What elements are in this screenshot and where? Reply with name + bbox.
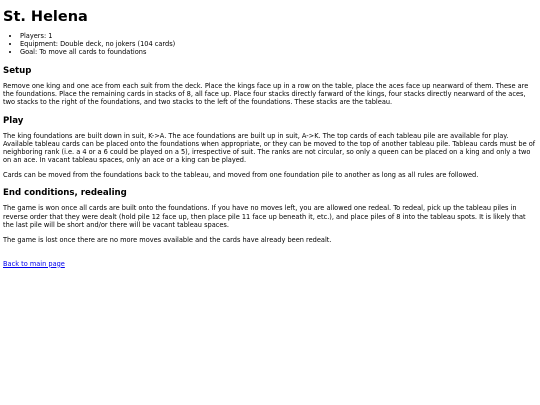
end-conditions-paragraph-2: The game is lost once there are no more moves available and the cards have already been redealt.: [3, 235, 332, 244]
setup-heading: Setup: [3, 65, 32, 76]
setup-section: [3, 66, 537, 107]
play-heading: Play: [3, 115, 24, 126]
fact-equipment: • Equipment: Double deck, no jokers (104 cards): [20, 40, 537, 48]
page-title: St. Helena: [3, 9, 88, 25]
back-to-main-link[interactable]: Back to main page: [3, 259, 65, 268]
setup-paragraph: Remove one king and one ace from each suit from the deck. Place the kings face up in a row on the table, place the aces face up nearward of them. These are the foundations. Place the remaining cards in stacks of 8, all face up. Place four stacks directly farward of the kings, four stacks directly nearward of the aces, two stacks to the right of the foundations, and two stacks to the left of the foundations. These stacks are the tableau.: [3, 81, 529, 107]
play-paragraph-2: Cards can be moved from the foundations back to the tableau, and moved from one foundation pile to another as long as all rules are followed.: [3, 171, 479, 180]
end-conditions-section: [3, 188, 537, 244]
play-paragraph-1: The king foundations are built down in suit, K->A. The ace foundations are built up in suit, A->K. The top cards of each tableau pile are available for play. Available tableau cards can be placed onto the foundations when appropriate, or they can be moved to the top of another tableau pile. Tableau cards must be of neighboring rank (i.e. a 4 or a 6 could be played on a 5), irrespective of suit. The ranks are not circular, so only a queen can be placed on a king and only a two on an ace. In vacant tableau spaces, only an ace or a king can be played.: [3, 131, 536, 165]
play-section: [3, 116, 537, 180]
fact-players: • Players: 1: [20, 32, 537, 40]
end-conditions-heading: End conditions, redealing: [3, 188, 127, 199]
end-conditions-paragraph-1: The game is won once all cards are built onto the foundations. If you have no moves left, you are allowed one redeal. To redeal, pick up the tableau piles in reverse order that they were dealt (hold pile 12 face up, then place pile 11 face up beneath it, etc.), and place piles of 8 into the tableau spots. It is likely that the last pile will be short and/or there will be vacant tableau spaces.: [3, 204, 526, 230]
game-facts-list: [3, 32, 537, 57]
fact-goal: • Goal: To move all cards to foundations: [20, 48, 537, 56]
